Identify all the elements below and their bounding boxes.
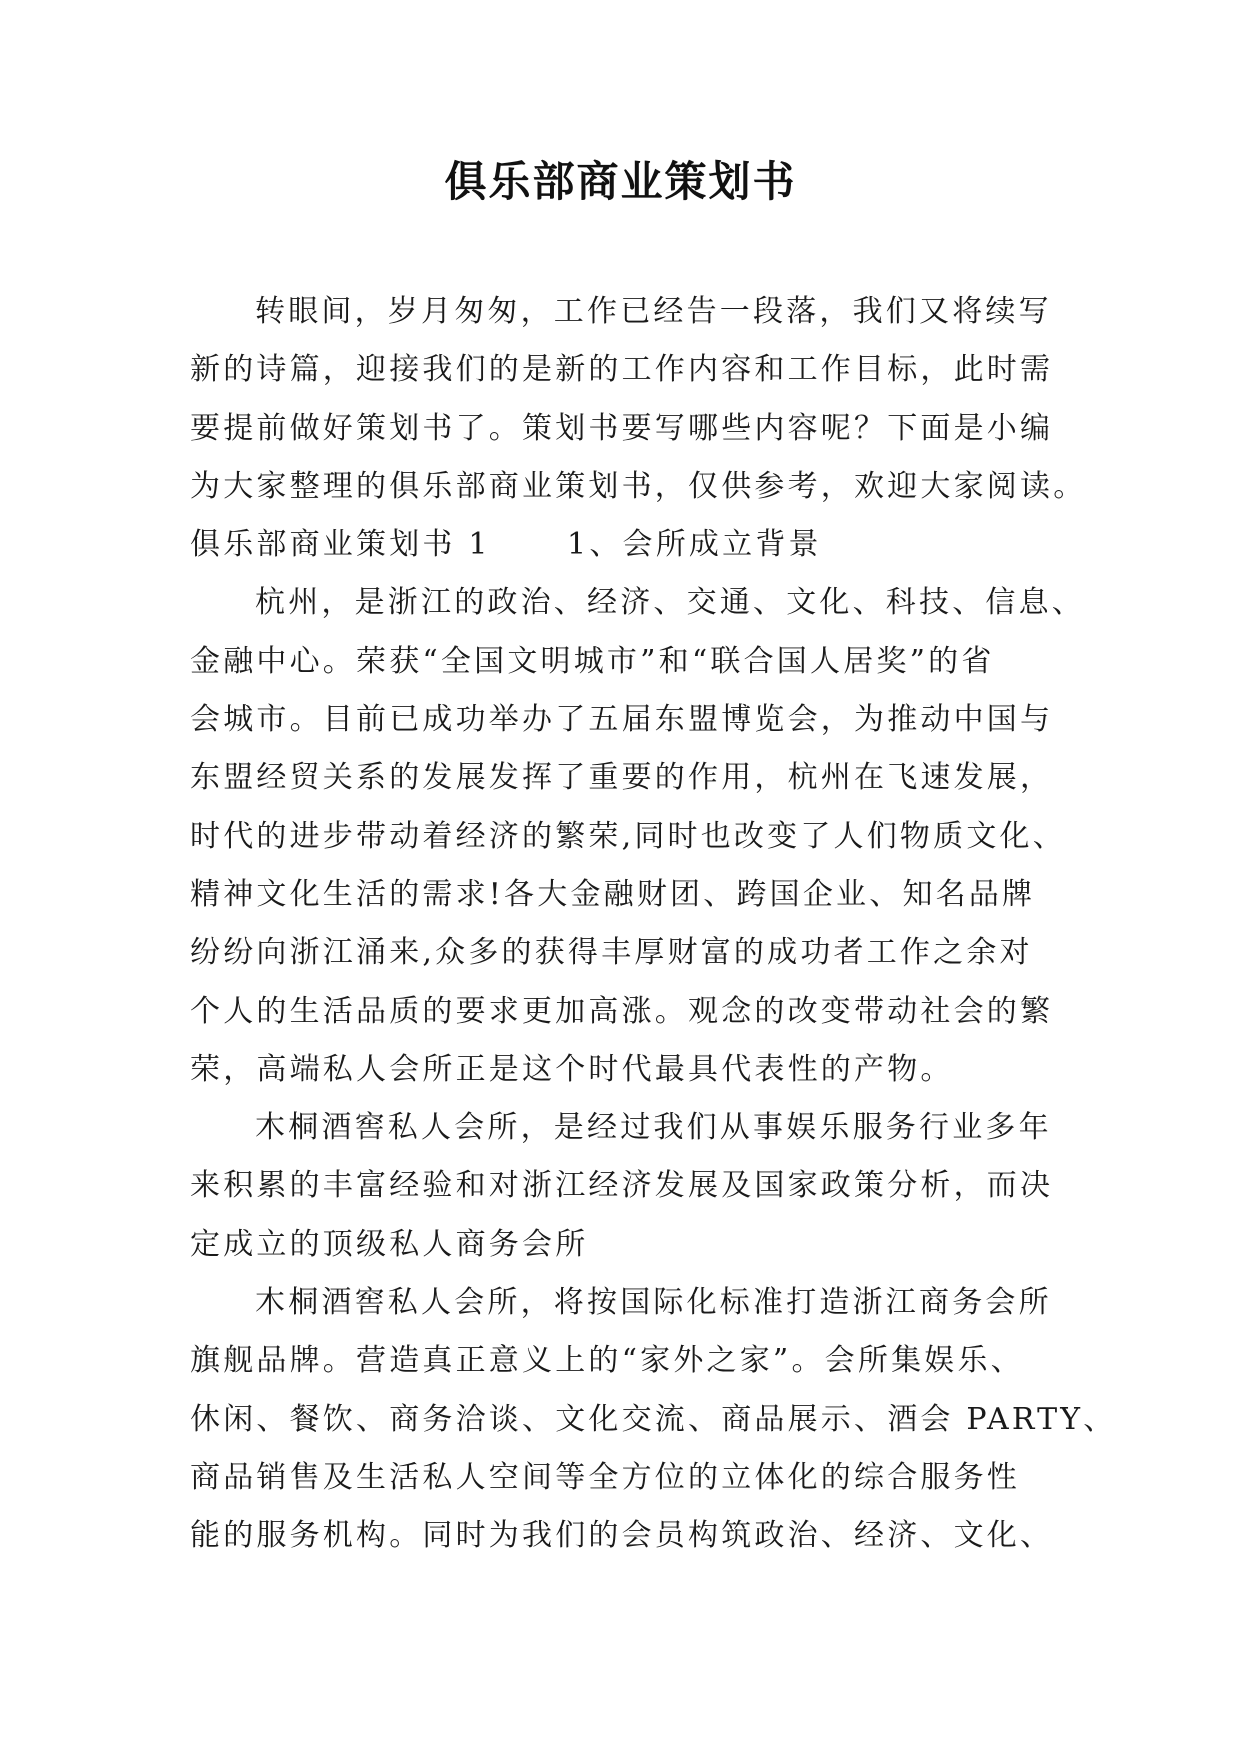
body-line: 个人的生活品质的要求更加高涨。观念的改变带动社会的繁: [190, 993, 1054, 1029]
body-line: 要提前做好策划书了。策划书要写哪些内容呢？下面是小编: [190, 410, 1054, 446]
document-title: 俱乐部商业策划书: [444, 157, 797, 206]
body-line: 能的服务机构。同时为我们的会员构筑政治、经济、文化、: [190, 1518, 1054, 1554]
body-line: 精神文化生活的需求!各大金融财团、跨国企业、知名品牌: [190, 876, 1036, 912]
body-line: 来积累的丰富经验和对浙江经济发展及国家政策分析，而决: [190, 1168, 1054, 1204]
body-line: 会城市。目前已成功举办了五届东盟博览会，为推动中国与: [190, 702, 1054, 738]
body-line: 时代的进步带动着经济的繁荣,同时也改变了人们物质文化、: [190, 818, 1066, 854]
body-line: 纷纷向浙江涌来,众多的获得丰厚财富的成功者工作之余对: [190, 935, 1033, 971]
body-line: 木桐酒窖私人会所，将按国际化标准打造浙江商务会所: [255, 1285, 1052, 1321]
section-heading-line: 俱乐部商业策划书 1 1、会所成立背景: [190, 527, 822, 563]
document-body: [190, 283, 1117, 1566]
body-line: 转眼间，岁月匆匆，工作已经告一段落，我们又将续写: [255, 294, 1052, 329]
body-line: 休闲、餐饮、商务洽谈、文化交流、商品展示、酒会 PARTY、: [190, 1401, 1117, 1437]
body-line: 荣，高端私人会所正是这个时代最具代表性的产物。: [190, 1051, 954, 1087]
body-line: 金融中心。荣获“全国文明城市”和“联合国人居奖”的省: [190, 643, 995, 679]
body-line: 木桐酒窖私人会所，是经过我们从事娱乐服务行业多年: [255, 1110, 1052, 1146]
body-line: 为大家整理的俱乐部商业策划书，仅供参考，欢迎大家阅读。: [190, 468, 1087, 504]
body-line: 定成立的顶级私人商务会所: [190, 1226, 589, 1262]
body-line: 商品销售及生活私人空间等全方位的立体化的综合服务性: [190, 1459, 1020, 1495]
body-line: 新的诗篇，迎接我们的是新的工作内容和工作目标，此时需: [190, 352, 1054, 388]
body-line: 杭州，是浙江的政治、经济、交通、文化、科技、信息、: [255, 585, 1085, 621]
body-line: 东盟经贸关系的发展发挥了重要的作用，杭州在飞速发展，: [190, 760, 1054, 796]
body-line: 旗舰品牌。营造真正意义上的“家外之家”。会所集娱乐、: [190, 1343, 1024, 1379]
